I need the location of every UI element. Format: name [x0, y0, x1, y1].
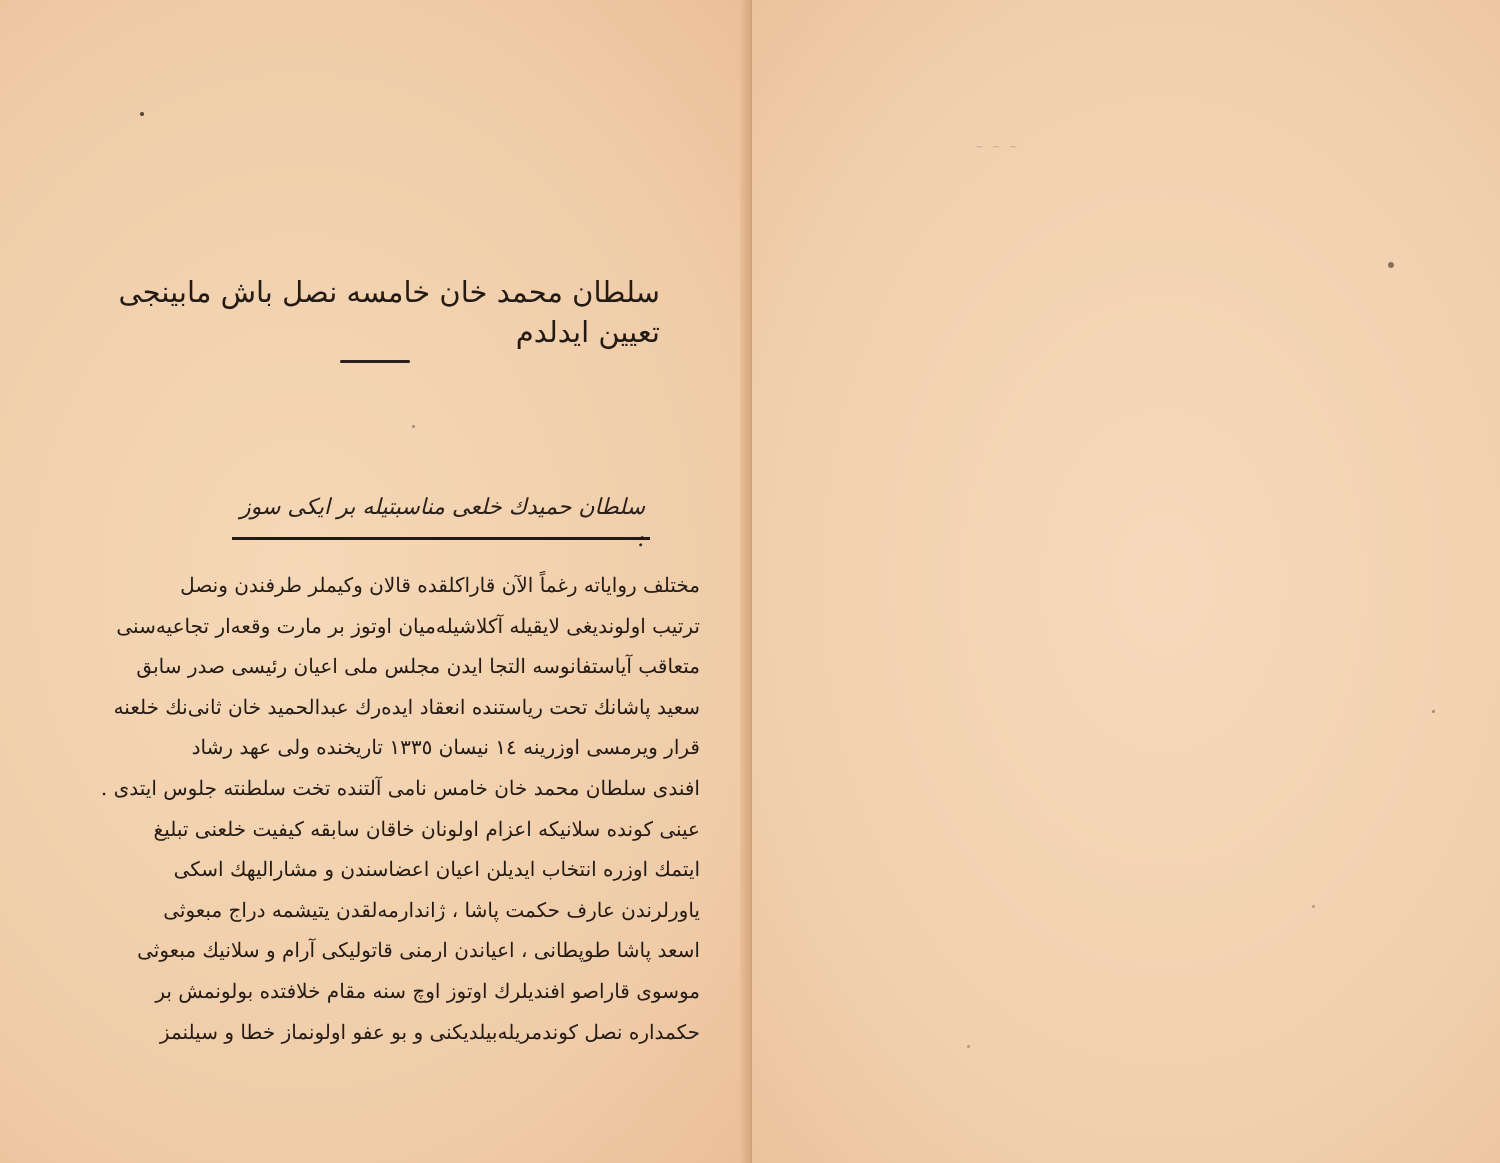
- subtitle-underline: [232, 537, 650, 540]
- body-line: یاورلرندن عارف حكمت پاشا ، ژاندارمه‌لقدن یتیشمه دراج مبعوثی: [163, 897, 700, 922]
- body-line: ایتمك اوزره انتخاب ایدیلن اعیان اعضاسندن و مشارالیهك اسكی: [173, 857, 700, 882]
- chapter-title: سلطان محمد خان خامسه نصل باش مابینجی تعیین ایدلدم: [118, 275, 660, 349]
- title-divider: [340, 360, 410, 363]
- right-page: [752, 0, 1500, 1163]
- paper-speck: [1432, 710, 1435, 713]
- body-line: حكمداره نصل كوندمریله‌بیلدیكنی و بو عفو اولونماز خطا و سیلنمز: [159, 1019, 700, 1044]
- body-line: ترتیب اولوندیغی لایقیله آكلاشیله‌میان اوتوز بر مارت وقعه‌ار تجاعیه‌سنی: [116, 613, 700, 638]
- faint-pencil-mark: ~ ~ ~: [975, 140, 1020, 153]
- body-line: اسعد پاشا طوپطانی ، اعیاندن ارمنی قاتولیكی آرام و سلانیك مبعوثی: [137, 938, 700, 963]
- body-line: موسوی قاراصو افندیلرك اوتوز اوچ سنه مقام خلافتده بولونمش بر: [155, 978, 700, 1003]
- paper-speck: [1312, 905, 1315, 908]
- paper-speck: [412, 425, 415, 428]
- body-line: سعید پاشانك تحت ریاستنده انعقاد ایده‌رك عبدالحمید خان ثانی‌نك خلعنه: [113, 694, 700, 719]
- paper-speck: [967, 1045, 970, 1048]
- body-line: قرار ویرمسی اوزرینه ١٤ نیسان ١٣٣٥ تاریخنده ولی عهد رشاد: [191, 735, 700, 760]
- body-line: متعاقب آیاستفانوسه التجا ایدن مجلس ملی اعیان رئیسی صدر سابق: [136, 654, 700, 679]
- body-line: مختلف روایاته رغماً الآن قاراكلقده قالان وكيملر طرفندن ونصل: [180, 573, 700, 597]
- body-paragraph: [85, 565, 700, 1052]
- body-line: افندی سلطان محمد خان خامس نامی آلتنده تخت سلطنته جلوس ایتدی .: [100, 775, 700, 800]
- section-subtitle: سلطان حمیدك خلعی مناسبتیله بر ایکی سوز: [239, 495, 645, 520]
- paper-speck: [140, 112, 144, 116]
- paper-speck: [1388, 262, 1394, 268]
- body-line: عینی كونده سلانیكه اعزام اولونان خاقان سابقه كیفیت خلعنی تبلیغ: [153, 816, 700, 841]
